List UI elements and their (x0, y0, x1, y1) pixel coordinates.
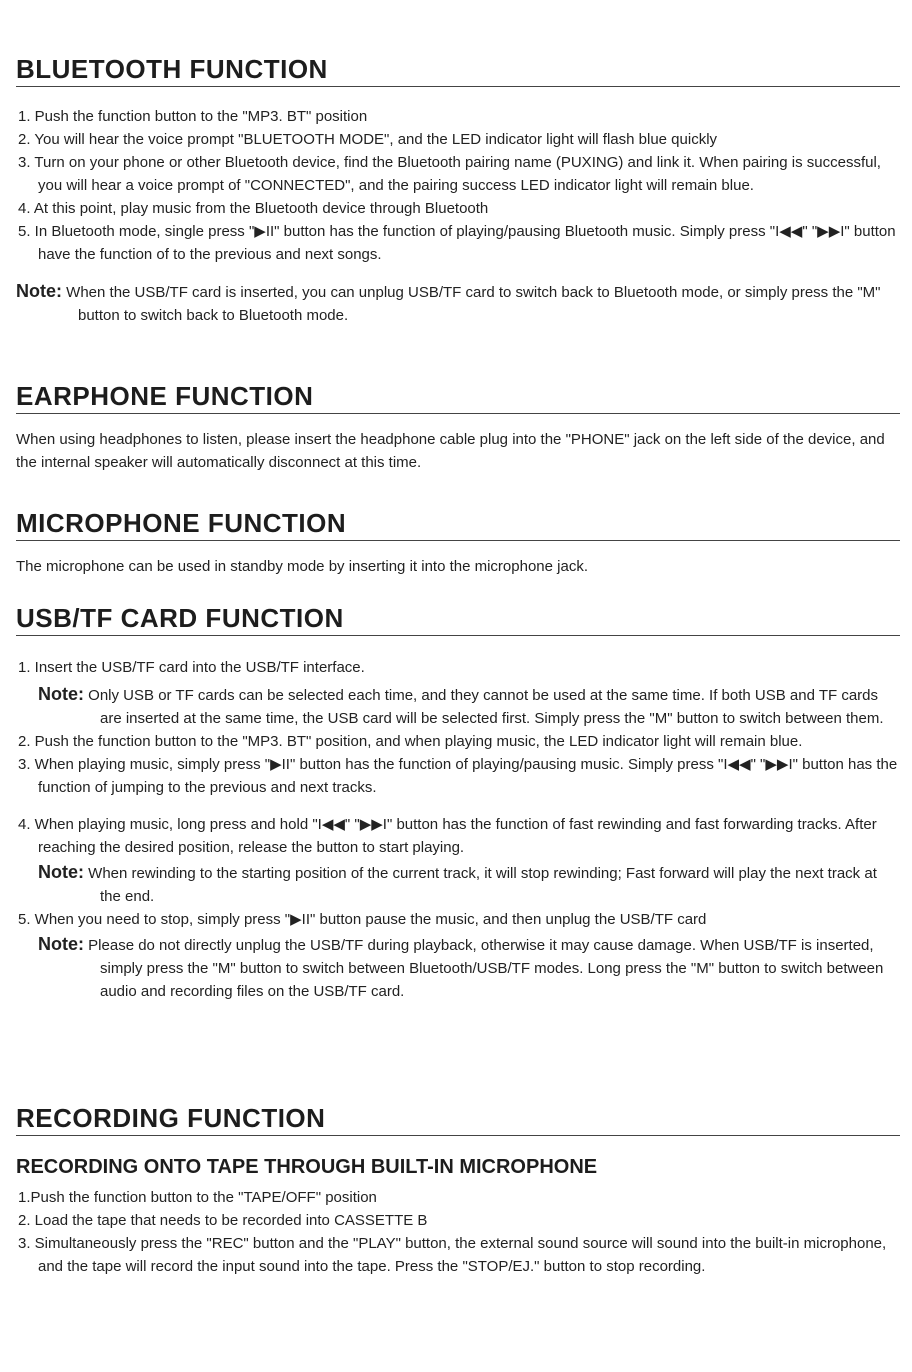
section-usb-tf (16, 603, 900, 1003)
list-item: 3. When playing music, simply press "▶II" button has the function of playing/pausing music. Simply press "I◀◀" "▶▶I" button has the function of jumping to the previous and next tracks. (18, 756, 898, 796)
list-item: 2. Push the function button to the "MP3. BT" position, and when playing music, the LED indicator light will remain blue. (18, 733, 803, 750)
note-usb-3 (16, 933, 900, 1003)
list-item: 3. Simultaneously press the "REC" button and the "PLAY" button, the external sound source will sound into the built-in microphone, and the tape will record the input sound into the tape. Press the "STOP/EJ." button to stop recording. (18, 1235, 887, 1275)
list-item: 1.Push the function button to the "TAPE/OFF" position (18, 1189, 377, 1206)
subheading-recording-mic: RECORDING ONTO TAPE THROUGH BUILT-IN MICROPHONE (16, 1156, 598, 1178)
note-text: Please do not directly unplug the USB/TF during playback, otherwise it may cause damage. When USB/TF is inserted, simply press the "M" button to switch between Bluetooth/USB/TF modes. Long press the "M" button to switch between audio and recording files on the USB/TF card. (88, 937, 884, 1000)
heading-recording: RECORDING FUNCTION (16, 1103, 900, 1136)
list-item: 3. Turn on your phone or other Bluetooth device, find the Bluetooth pairing name (PUXING) and link it. When pairing is successful, you will hear a voice prompt of "CONNECTED", and the pairing success LED indicator light will remain blue. (18, 154, 881, 194)
heading-microphone: MICROPHONE FUNCTION (16, 508, 900, 541)
note-text: Only USB or TF cards can be selected each time, and they cannot be used at the same time. If both USB and TF cards are inserted at the same time, the USB card will be selected first. Simply press the "M" button to switch between them. (88, 687, 884, 727)
heading-usb-tf: USB/TF CARD FUNCTION (16, 603, 900, 636)
note-label: Note: (38, 684, 84, 704)
note-usb-2 (16, 861, 900, 908)
list-item: 5. When you need to stop, simply press "▶II" button pause the music, and then unplug the USB/TF card (18, 911, 707, 928)
section-bluetooth (16, 54, 900, 327)
note-label: Note: (16, 281, 62, 301)
section-earphone (16, 381, 900, 474)
note-label: Note: (38, 934, 84, 954)
note-text: When rewinding to the starting position of the current track, it will stop rewinding; Fast forward will play the next track at the end. (88, 865, 877, 905)
note-label: Note: (38, 862, 84, 882)
list-item: 4. At this point, play music from the Bluetooth device through Bluetooth (18, 200, 489, 217)
section-recording (16, 1103, 900, 1278)
list-item: 1. Insert the USB/TF card into the USB/TF interface. (18, 659, 365, 676)
section-microphone (16, 508, 900, 578)
list-item: 2. You will hear the voice prompt "BLUETOOTH MODE", and the LED indicator light will flash blue quickly (18, 131, 718, 148)
list-item: 1. Push the function button to the "MP3. BT" position (18, 108, 368, 125)
microphone-text: The microphone can be used in standby mode by inserting it into the microphone jack. (16, 558, 588, 575)
note-usb-1 (16, 683, 900, 730)
list-item: 2. Load the tape that needs to be recorded into CASSETTE B (18, 1212, 428, 1229)
note-text: When the USB/TF card is inserted, you can unplug USB/TF card to switch back to Bluetooth mode, or simply press the "M" button to switch back to Bluetooth mode. (66, 284, 881, 324)
list-item: 5. In Bluetooth mode, single press "▶II" button has the function of playing/pausing Bluetooth music. Simply press "I◀◀" "▶▶I" button have the function of to the previous and next songs. (18, 223, 896, 263)
heading-bluetooth: BLUETOOTH FUNCTION (16, 54, 900, 87)
earphone-text: When using headphones to listen, please insert the headphone cable plug into the "PHONE" jack on the left side of the device, and the internal speaker will automatically disconnect at this time. (16, 431, 885, 471)
list-item: 4. When playing music, long press and hold "I◀◀" "▶▶I" button has the function of fast rewinding and fast forwarding tracks. After reaching the desired position, release the button to start playing. (18, 816, 877, 856)
heading-earphone: EARPHONE FUNCTION (16, 381, 900, 414)
note-bluetooth (16, 280, 900, 327)
